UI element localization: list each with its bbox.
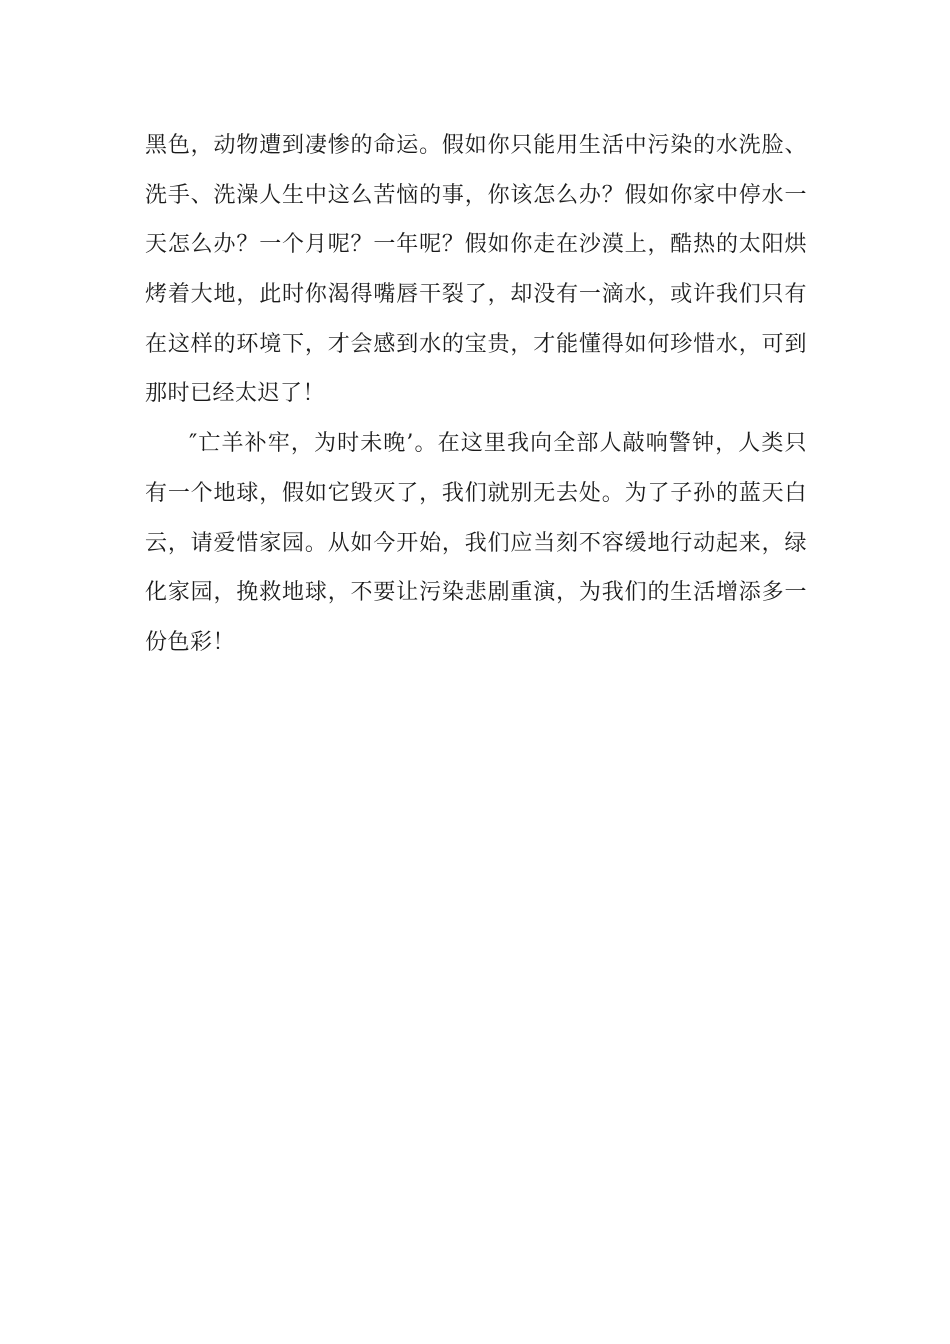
text-line: 黑色，动物遭到凄惨的命运。假如你只能用生活中污染的水洗脸、 [145,133,807,158]
text-line: 有一个地球，假如它毁灭了，我们就别无去处。为了子孙的蓝天白 [145,480,807,506]
text-line: 烤着大地，此时你渴得嘴唇干裂了，却没有一滴水，或许我们只有 [145,282,807,308]
paragraph [145,426,807,674]
text-line: ″亡羊补牢，为时未晚’。在这里我向全部人敲响警钟，人类只 [189,431,807,457]
text-line: 化家园，挽救地球，不要让污染悲剧重演，为我们的生活增添多一 [145,580,807,606]
text-line: 云，请爱惜家园。从如今开始，我们应当刻不容缓地行动起来，绿 [145,530,807,556]
paragraph [145,128,807,426]
text-line: 在这样的环境下，才会感到水的宝贵，才能懂得如何珍惜水，可到 [145,331,807,357]
document-body [145,128,807,675]
text-line: 天怎么办？一个月呢？一年呢？假如你走在沙漠上，酷热的太阳烘 [145,232,807,258]
text-line: 洗手、洗澡人生中这么苦恼的事，你该怎么办？假如你家中停水一 [145,182,807,208]
text-line: 份色彩！ [145,629,236,655]
text-line: 那时已经太迟了！ [145,381,326,407]
